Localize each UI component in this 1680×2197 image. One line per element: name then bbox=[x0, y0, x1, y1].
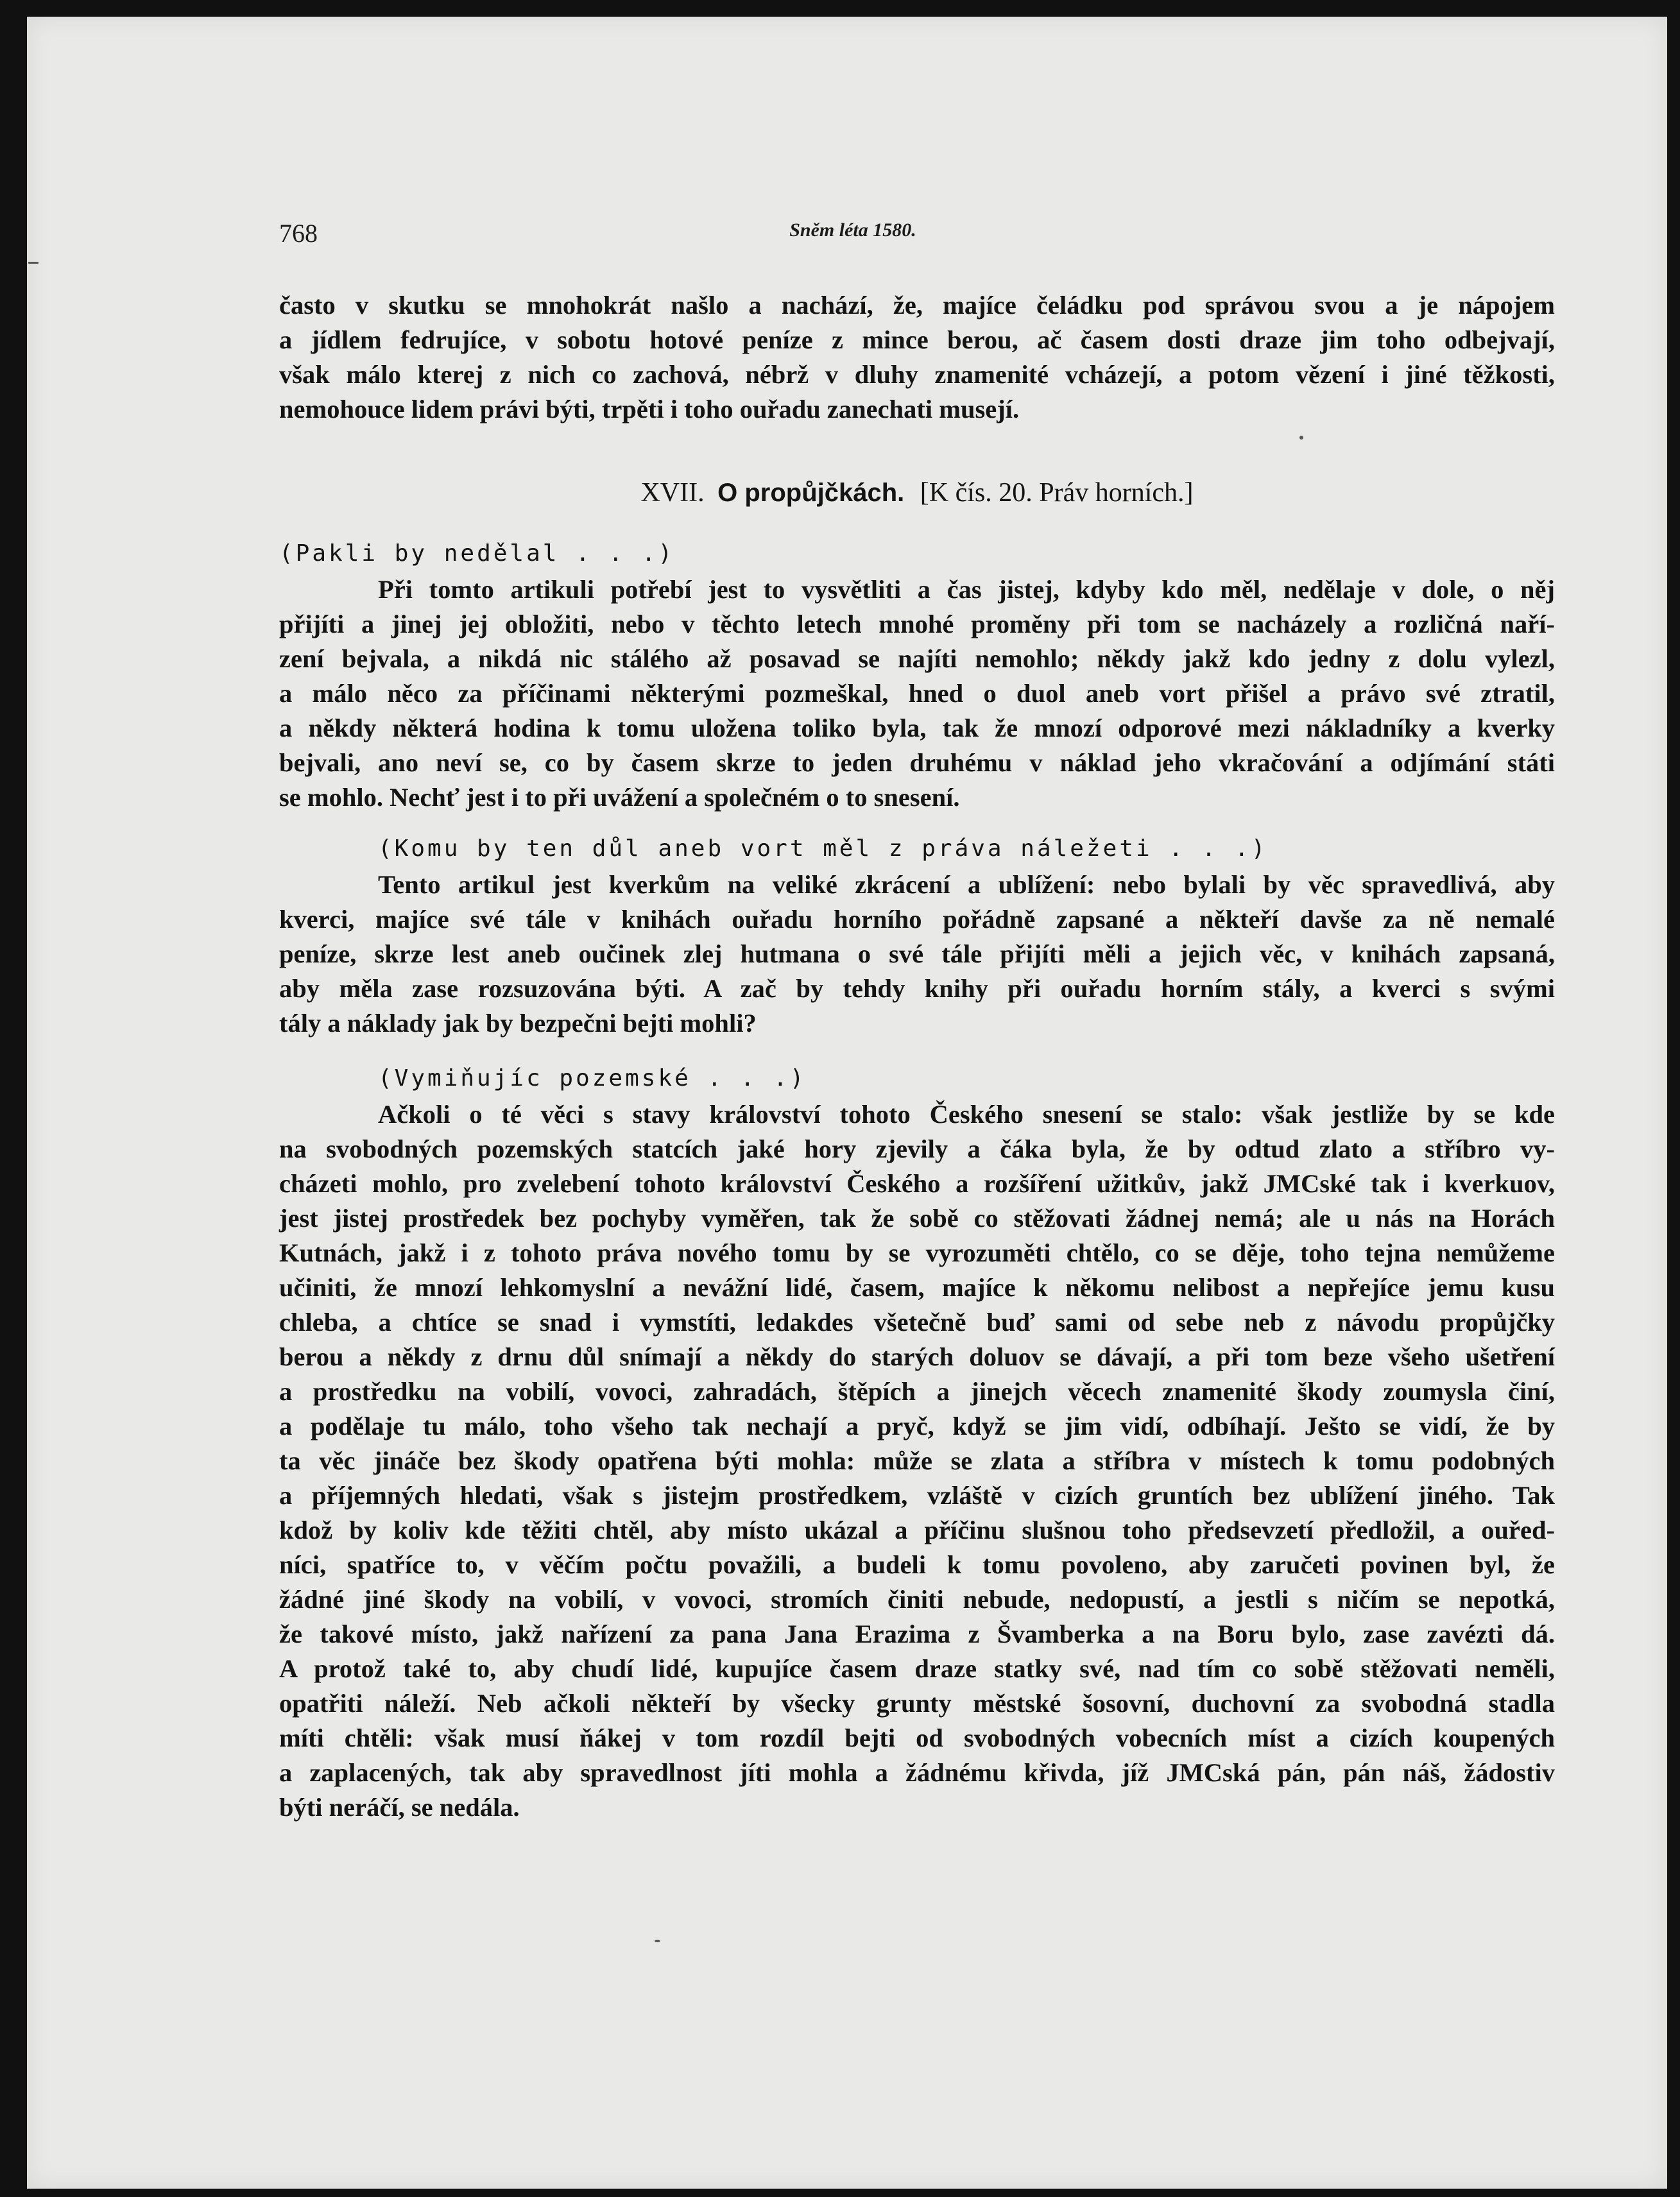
section-number: XVII. bbox=[640, 478, 705, 508]
text-line: bejvali, ano neví se, co by časem skrze to jeden druhému v náklad jeho vkračování a odjímání státi bbox=[279, 748, 1555, 777]
text-line: však málo kterej z nich co zachová, nébrž v dluhy znamenité vcházejí, a potom vězení i jiné těžkosti, bbox=[279, 360, 1555, 389]
text-line: a podělaje tu málo, toho všeho tak nechají a pryč, když se jim vidí, odbíhají. Ješto se vidí, že by bbox=[279, 1412, 1555, 1440]
running-header bbox=[279, 218, 1555, 257]
subsection-vyminujic bbox=[279, 1060, 1555, 1825]
text-line: zení bejvala, a nikdá nic stálého až posavad se najíti nemohlo; někdy jakž kdo jedny z dolu vylezl, bbox=[279, 644, 1555, 673]
text-line: Kutnách, jakž i z tohoto práva nového tomu by se vyrozuměti chtělo, co se děje, toho tejna nemůžeme bbox=[279, 1238, 1555, 1267]
text-line: Tento artikul jest kverkům na veliké zkrácení a ublížení: nebo bylali by věc spravedlivá, aby bbox=[378, 870, 1555, 899]
text-line: učiniti, že mnozí lehkomyslní a nevážní lidé, časem, majíce k někomu nelibost a nepřejíce jemu kusu bbox=[279, 1273, 1555, 1302]
section-title: O propůjčkách. bbox=[717, 479, 905, 507]
text-line: a prostředku na vobilí, vovoci, zahradách, štěpích a jinejch věcech znamenité škody zoumysla činí, bbox=[279, 1377, 1555, 1406]
subsection-heading: (Komu by ten důl aneb vort měl z práva náležeti . . .) bbox=[378, 835, 1268, 862]
print-speck bbox=[1299, 436, 1303, 440]
page-number: 768 bbox=[279, 219, 318, 248]
text-line: cházeti mohlo, pro zvelebení tohoto království Českého a rozšíření užitkův, jakž JMCské tak i kverkuov, bbox=[279, 1169, 1555, 1198]
text-line: jest jistej prostředek bez pochyby vyměřen, tak že sobě co stěžovati žádnej nemá; ale u nás na Horách bbox=[279, 1204, 1555, 1233]
print-speck bbox=[28, 262, 39, 264]
text-line: často v skutku se mnohokrát našlo a nachází, že, majíce čeládku pod správou svou a je nápojem bbox=[279, 291, 1555, 320]
text-line: Při tomto artikuli potřebí jest to vysvětliti a čas jistej, kdyby kdo měl, nedělaje v dole, o něj bbox=[378, 575, 1555, 604]
text-line: a jídlem fedrujíce, v sobotu hotové peníze z mince berou, ač časem dosti draze jim toho odbejvají, bbox=[279, 325, 1555, 354]
text-line: níci, spatříce to, v věčím počtu považili, a budeli k tomu povoleno, aby zaručeti povinen byl, že bbox=[279, 1550, 1555, 1579]
text-line: a málo něco za příčinami některými pozmeškal, hned o duol aneb vort přišel a právo své ztratil, bbox=[279, 679, 1555, 708]
text-line: míti chtěli: však musí ňákej v tom rozdíl bejti od svobodných vobecních míst a cizích koupených bbox=[279, 1723, 1555, 1752]
section-reference: [K čís. 20. Práv horních.] bbox=[920, 478, 1194, 508]
text-line: chleba, a chtíce se snad i vymstíti, ledakdes všetečně buď sami od sebe neb z návodu propůjčky bbox=[279, 1308, 1555, 1337]
text-line: A protož také to, aby chudí lidé, kupujíce časem draze statky své, nad tím co sobě stěžovati neměli, bbox=[279, 1654, 1555, 1683]
text-line: a příjemných hledati, však s jistejm prostředkem, vzláště v cizích gruntích bez ublížení jiného. Tak bbox=[279, 1481, 1555, 1510]
text-line: a zaplacených, tak aby spravedlnost jíti mohla a žádnému křivda, jíž JMCská pán, pán náš, žádostiv bbox=[279, 1758, 1555, 1787]
text-line: býti neráčí, se nedála. bbox=[279, 1793, 520, 1822]
print-speck bbox=[655, 1940, 660, 1942]
text-line: opatřiti náleží. Neb ačkoli někteří by všecky grunty městské šosovní, duchovní za svobodná stadla bbox=[279, 1689, 1555, 1718]
text-line: kdož by koliv kde těžiti chtěl, aby místo ukázal a příčinu slušnou toho předsevzetí předložil, a ouřed- bbox=[279, 1516, 1555, 1544]
running-title: Sněm léta 1580. bbox=[789, 219, 916, 241]
text-line: aby měla zase rozsuzována býti. A zač by tehdy knihy při ouřadu horním stály, a kverci s svými bbox=[279, 974, 1555, 1003]
text-line: berou a někdy z drnu důl snímají a někdy do starých doluov se dávají, a při tom beze všeho ušetření bbox=[279, 1342, 1555, 1371]
text-line: že takové místo, jakž nařízení za pana Jana Erazima z Švamberka a na Boru bylo, zase zavézti dá. bbox=[279, 1620, 1555, 1648]
intro-paragraph bbox=[279, 288, 1555, 427]
section-heading bbox=[279, 475, 1555, 511]
text-line: žádné jiné škody na vobilí, v vovoci, stromích činiti nebude, nedopustí, a jestli s ničím se nepotká, bbox=[279, 1585, 1555, 1614]
text-line: peníze, skrze lest aneb oučinek zlej hutmana o své tále přijíti měli a jejich věc, v knihách zapsaná, bbox=[279, 939, 1555, 968]
text-line: nemohouce lidem právi býti, trpěti i toho ouřadu zanechati musejí. bbox=[279, 395, 1020, 423]
text-line: ta věc jináče bez škody opatřena býti mohla: může se zlata a stříbra v místech k tomu podobných bbox=[279, 1446, 1555, 1475]
text-line: na svobodných pozemských statcích jaké hory zjevily a čáka byla, že by odtud zlato a stříbro vy- bbox=[279, 1134, 1555, 1163]
subsection-heading: (Pakli by nedělal . . .) bbox=[279, 540, 675, 567]
text-line: se mohlo. Nechť jest i to při uvážení a společném o to snesení. bbox=[279, 783, 960, 812]
text-line: přijíti a jinej jej obložiti, nebo v těchto letech mnohé proměny při tom se nacházely a rozličná naří- bbox=[279, 610, 1555, 638]
text-line: kverci, majíce své tále v knihách ouřadu horního pořádně zapsané a někteří davše za ně nemalé bbox=[279, 905, 1555, 934]
subsection-heading: (Vymiňujíc pozemské . . .) bbox=[378, 1065, 807, 1091]
text-line: tály a náklady jak by bezpečni bejti mohli? bbox=[279, 1009, 757, 1038]
subsection-komu bbox=[279, 830, 1555, 1041]
subsection-pakli bbox=[279, 535, 1555, 815]
text-line: a někdy některá hodina k tomu uložena toliko byla, tak že mnozí odporové mezi nákladníky a kverky bbox=[279, 714, 1555, 742]
text-line: Ačkoli o té věci s stavy království tohoto Českého snesení se stalo: však jestliže by se kde bbox=[378, 1100, 1555, 1129]
